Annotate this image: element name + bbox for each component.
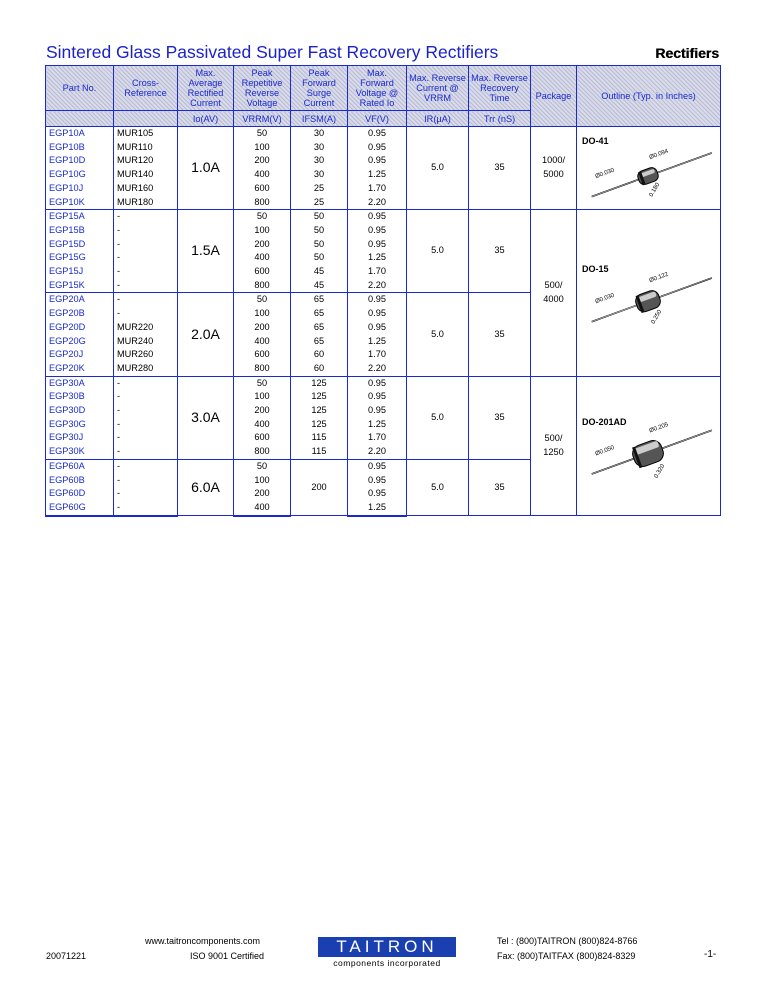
recovery-time: 35 — [469, 459, 531, 515]
part-number: EGP15A — [46, 210, 114, 224]
part-number: EGP20D — [46, 321, 114, 335]
forward-voltage: 1.70 — [348, 348, 407, 362]
page-number: -1- — [704, 949, 717, 960]
surge-current: 125 — [291, 418, 348, 432]
forward-voltage: 0.95 — [348, 127, 407, 141]
part-number: EGP10B — [46, 141, 114, 155]
cross-reference: - — [114, 459, 178, 473]
part-number: EGP30J — [46, 431, 114, 445]
surge-current: 50 — [291, 210, 348, 224]
cross-reference: MUR140 — [114, 168, 178, 182]
section-label: Rectifiers — [655, 45, 719, 61]
part-number: EGP10A — [46, 127, 114, 141]
dimension-body-diameter: Ø0.094 — [648, 148, 670, 161]
reverse-voltage: 800 — [234, 445, 291, 459]
footer-fax: Fax: (800)TAITFAX (800)824-8329 — [497, 951, 636, 961]
part-number: EGP30G — [46, 418, 114, 432]
part-number: EGP60A — [46, 459, 114, 473]
part-number: EGP20J — [46, 348, 114, 362]
part-number: EGP10K — [46, 196, 114, 210]
header-trr: Max. Reverse Recovery Time — [469, 66, 531, 111]
surge-current: 125 — [291, 390, 348, 404]
cross-reference: - — [114, 265, 178, 279]
reverse-voltage: 100 — [234, 307, 291, 321]
rated-current: 2.0A — [178, 293, 234, 376]
dimension-body-length: 0.250 — [650, 308, 664, 325]
forward-voltage: 0.95 — [348, 141, 407, 155]
cross-reference: MUR105 — [114, 127, 178, 141]
cross-reference: MUR160 — [114, 182, 178, 196]
footer-tel: Tel : (800)TAITRON (800)824-8766 — [497, 936, 638, 946]
forward-voltage: 2.20 — [348, 279, 407, 293]
dimension-lead-diameter: Ø0.030 — [594, 167, 616, 180]
reverse-voltage: 100 — [234, 141, 291, 155]
header-part: Part No. — [46, 66, 114, 111]
unit-ir: IR(μA) — [407, 111, 469, 127]
forward-voltage: 0.95 — [348, 404, 407, 418]
part-number: EGP15D — [46, 238, 114, 252]
forward-voltage: 1.25 — [348, 501, 407, 516]
reverse-voltage: 400 — [234, 335, 291, 349]
reverse-voltage: 200 — [234, 487, 291, 501]
reverse-voltage: 600 — [234, 182, 291, 196]
part-number: EGP15G — [46, 251, 114, 265]
forward-voltage: 1.25 — [348, 335, 407, 349]
package-name: DO-15 — [582, 263, 609, 274]
cross-reference: - — [114, 210, 178, 224]
table-row — [46, 127, 721, 141]
forward-voltage: 0.95 — [348, 321, 407, 335]
reverse-voltage: 50 — [234, 127, 291, 141]
reverse-voltage: 50 — [234, 459, 291, 473]
package-bulk-reel: 500/ 4000 — [531, 210, 577, 376]
table-row — [46, 210, 721, 224]
reverse-voltage: 400 — [234, 501, 291, 516]
header-ifsm: Peak Forward Surge Current — [291, 66, 348, 111]
part-number: EGP10J — [46, 182, 114, 196]
reverse-voltage: 600 — [234, 348, 291, 362]
reverse-voltage: 100 — [234, 390, 291, 404]
forward-voltage: 0.95 — [348, 210, 407, 224]
package-bulk-reel: 1000/ 5000 — [531, 127, 577, 210]
logo-subtext: components incorporated — [333, 958, 441, 968]
cross-reference: - — [114, 376, 178, 390]
part-number: EGP20A — [46, 293, 114, 307]
forward-voltage: 1.25 — [348, 251, 407, 265]
logo-text: TAITRON — [318, 937, 456, 957]
cross-reference: - — [114, 279, 178, 293]
reverse-current: 5.0 — [407, 210, 469, 293]
unit-part — [46, 111, 114, 127]
part-number: EGP15B — [46, 224, 114, 238]
rated-current: 1.5A — [178, 210, 234, 293]
rated-current: 6.0A — [178, 459, 234, 515]
footer-iso: ISO 9001 Certified — [190, 951, 265, 961]
package-outline — [577, 210, 721, 376]
cross-reference: - — [114, 224, 178, 238]
taitron-logo — [318, 937, 456, 968]
header-vrrm: Peak Repetitive Reverse Voltage — [234, 66, 291, 111]
header-ir: Max. Reverse Current @ VRRM — [407, 66, 469, 111]
cross-reference: - — [114, 293, 178, 307]
forward-voltage: 1.70 — [348, 265, 407, 279]
forward-voltage: 2.20 — [348, 445, 407, 459]
footer-website[interactable]: www.taitroncomponents.com — [145, 936, 261, 946]
reverse-voltage: 800 — [234, 362, 291, 376]
surge-current: 25 — [291, 182, 348, 196]
header-xref: Cross-Reference — [114, 66, 178, 111]
forward-voltage: 1.25 — [348, 418, 407, 432]
spec-table — [45, 65, 721, 517]
header-vf: Max. Forward Voltage @ Rated Io — [348, 66, 407, 111]
unit-xref — [114, 111, 178, 127]
reverse-current: 5.0 — [407, 127, 469, 210]
page-title: Sintered Glass Passivated Super Fast Recovery Rectifiers — [46, 42, 499, 62]
reverse-voltage: 50 — [234, 376, 291, 390]
surge-current: 50 — [291, 238, 348, 252]
reverse-voltage: 200 — [234, 321, 291, 335]
cross-reference: MUR280 — [114, 362, 178, 376]
surge-current: 50 — [291, 224, 348, 238]
diode-outline-drawing — [578, 377, 722, 514]
reverse-voltage: 600 — [234, 265, 291, 279]
surge-current: 30 — [291, 141, 348, 155]
cross-reference: MUR110 — [114, 141, 178, 155]
dimension-body-length: 0.320 — [653, 463, 667, 480]
surge-current: 65 — [291, 307, 348, 321]
reverse-voltage: 100 — [234, 224, 291, 238]
recovery-time: 35 — [469, 376, 531, 459]
surge-current: 115 — [291, 445, 348, 459]
forward-voltage: 0.95 — [348, 474, 407, 488]
unit-vf: VF(V) — [348, 111, 407, 127]
cross-reference: MUR220 — [114, 321, 178, 335]
outline-canvas — [578, 377, 719, 514]
forward-voltage: 0.95 — [348, 224, 407, 238]
surge-current: 200 — [291, 459, 348, 515]
forward-voltage: 0.95 — [348, 459, 407, 473]
surge-current: 45 — [291, 279, 348, 293]
cross-reference: - — [114, 445, 178, 459]
reverse-voltage: 200 — [234, 154, 291, 168]
part-number: EGP30A — [46, 376, 114, 390]
cross-reference: MUR260 — [114, 348, 178, 362]
part-number: EGP15K — [46, 279, 114, 293]
unit-trr: Trr (nS) — [469, 111, 531, 127]
rated-current: 3.0A — [178, 376, 234, 459]
surge-current: 125 — [291, 376, 348, 390]
reverse-voltage: 400 — [234, 251, 291, 265]
forward-voltage: 0.95 — [348, 487, 407, 501]
package-name: DO-201AD — [582, 416, 627, 427]
package-bulk-reel: 500/ 1250 — [531, 376, 577, 516]
dimension-body-diameter: Ø0.122 — [648, 271, 670, 284]
reverse-current: 5.0 — [407, 376, 469, 459]
cross-reference: - — [114, 307, 178, 321]
cross-reference: - — [114, 238, 178, 252]
part-number: EGP10G — [46, 168, 114, 182]
part-number: EGP20G — [46, 335, 114, 349]
cross-reference: MUR120 — [114, 154, 178, 168]
surge-current: 45 — [291, 265, 348, 279]
part-number: EGP10D — [46, 154, 114, 168]
reverse-voltage: 800 — [234, 196, 291, 210]
dimension-lead-diameter: Ø0.030 — [594, 292, 616, 305]
forward-voltage: 2.20 — [348, 362, 407, 376]
cross-reference: - — [114, 474, 178, 488]
footer-date: 20071221 — [46, 951, 87, 961]
forward-voltage: 0.95 — [348, 238, 407, 252]
reverse-voltage: 50 — [234, 293, 291, 307]
part-number: EGP30B — [46, 390, 114, 404]
diode-outline-drawing — [578, 211, 722, 375]
unit-ifsm: IFSM(A) — [291, 111, 348, 127]
dimension-lead-diameter: Ø0.050 — [594, 445, 616, 458]
cross-reference: - — [114, 251, 178, 265]
surge-current: 115 — [291, 431, 348, 445]
unit-vrrm: VRRM(V) — [234, 111, 291, 127]
surge-current: 30 — [291, 127, 348, 141]
forward-voltage: 0.95 — [348, 154, 407, 168]
header-package: Package — [531, 66, 577, 127]
surge-current: 60 — [291, 362, 348, 376]
cross-reference: - — [114, 487, 178, 501]
header-outline: Outline (Typ. in Inches) — [577, 66, 721, 127]
forward-voltage: 0.95 — [348, 376, 407, 390]
unit-io: Io(AV) — [178, 111, 234, 127]
reverse-voltage: 100 — [234, 474, 291, 488]
diode-outline-drawing — [578, 127, 722, 209]
cross-reference: - — [114, 404, 178, 418]
part-number: EGP60G — [46, 501, 114, 516]
reverse-voltage: 600 — [234, 431, 291, 445]
part-number: EGP60B — [46, 474, 114, 488]
cross-reference: - — [114, 418, 178, 432]
part-number: EGP60D — [46, 487, 114, 501]
package-outline — [577, 127, 721, 210]
reverse-voltage: 400 — [234, 418, 291, 432]
spec-table-body — [46, 127, 721, 516]
surge-current: 30 — [291, 168, 348, 182]
table-row — [46, 376, 721, 390]
header-io: Max. Average Rectified Current — [178, 66, 234, 111]
surge-current: 125 — [291, 404, 348, 418]
recovery-time: 35 — [469, 210, 531, 293]
surge-current: 65 — [291, 321, 348, 335]
cross-reference: MUR240 — [114, 335, 178, 349]
reverse-voltage: 800 — [234, 279, 291, 293]
reverse-voltage: 200 — [234, 238, 291, 252]
package-outline — [577, 376, 721, 516]
reverse-voltage: 200 — [234, 404, 291, 418]
cross-reference: - — [114, 501, 178, 516]
dimension-body-diameter: Ø0.205 — [648, 422, 670, 435]
forward-voltage: 0.95 — [348, 293, 407, 307]
forward-voltage: 2.20 — [348, 196, 407, 210]
part-number: EGP30D — [46, 404, 114, 418]
reverse-voltage: 50 — [234, 210, 291, 224]
part-number: EGP15J — [46, 265, 114, 279]
package-name: DO-41 — [582, 136, 609, 147]
forward-voltage: 0.95 — [348, 390, 407, 404]
part-number: EGP20K — [46, 362, 114, 376]
reverse-current: 5.0 — [407, 459, 469, 515]
surge-current: 65 — [291, 335, 348, 349]
surge-current: 50 — [291, 251, 348, 265]
forward-voltage: 1.70 — [348, 431, 407, 445]
forward-voltage: 1.25 — [348, 168, 407, 182]
cross-reference: MUR180 — [114, 196, 178, 210]
rated-current: 1.0A — [178, 127, 234, 210]
recovery-time: 35 — [469, 293, 531, 376]
forward-voltage: 0.95 — [348, 307, 407, 321]
part-number: EGP30K — [46, 445, 114, 459]
surge-current: 25 — [291, 196, 348, 210]
reverse-current: 5.0 — [407, 293, 469, 376]
reverse-voltage: 400 — [234, 168, 291, 182]
forward-voltage: 1.70 — [348, 182, 407, 196]
cross-reference: - — [114, 431, 178, 445]
outline-canvas — [578, 127, 719, 209]
outline-canvas — [578, 211, 719, 375]
cross-reference: - — [114, 390, 178, 404]
dimension-body-length: 0.180 — [648, 182, 662, 199]
recovery-time: 35 — [469, 127, 531, 210]
part-number: EGP20B — [46, 307, 114, 321]
surge-current: 30 — [291, 154, 348, 168]
surge-current: 60 — [291, 348, 348, 362]
surge-current: 65 — [291, 293, 348, 307]
